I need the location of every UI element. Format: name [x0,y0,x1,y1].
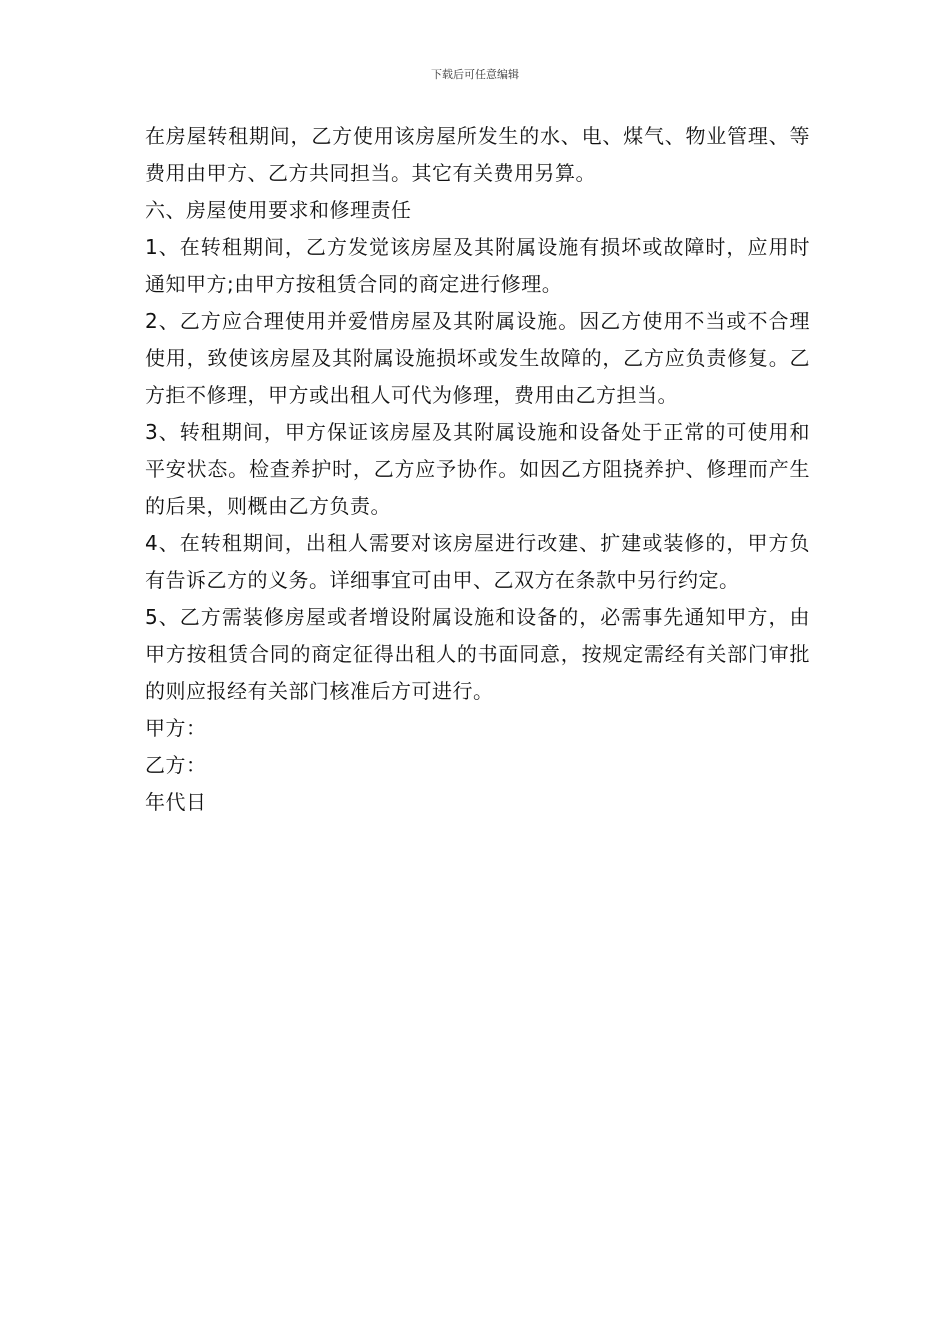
document-body [145,118,810,821]
clause-2: 2、乙方应合理使用并爱惜房屋及其附属设施。因乙方使用不当或不合理使用，致使该房屋及其附属设施损坏或发生故障的，乙方应负责修复。乙方拒不修理，甲方或出租人可代为修理，费用由乙方担当。 [145,309,810,407]
section-heading-usage-repair: 六、房屋使用要求和修理责任 [145,198,412,222]
paragraph-fees: 在房屋转租期间，乙方使用该房屋所发生的水、电、煤气、物业管理、等费用由甲方、乙方共同担当。其它有关费用另算。 [145,124,810,185]
signature-date: 年代日 [145,790,207,814]
signature-party-b: 乙方： [145,753,207,777]
signature-party-a: 甲方： [145,716,207,740]
clause-4: 4、在转租期间，出租人需要对该房屋进行改建、扩建或装修的，甲方负有告诉乙方的义务。详细事宜可由甲、乙双方在条款中另行约定。 [145,531,810,592]
page-header: 下载后可任意编辑 [431,68,519,81]
clause-5: 5、乙方需装修房屋或者增设附属设施和设备的，必需事先通知甲方，由甲方按租赁合同的商定征得出租人的书面同意，按规定需经有关部门审批的则应报经有关部门核准后方可进行。 [145,605,810,703]
clause-1: 1、在转租期间，乙方发觉该房屋及其附属设施有损坏或故障时，应用时通知甲方;由甲方按租赁合同的商定进行修理。 [145,235,810,296]
clause-3: 3、转租期间，甲方保证该房屋及其附属设施和设备处于正常的可使用和平安状态。检查养护时，乙方应予协作。如因乙方阻挠养护、修理而产生的后果，则概由乙方负责。 [145,420,810,518]
